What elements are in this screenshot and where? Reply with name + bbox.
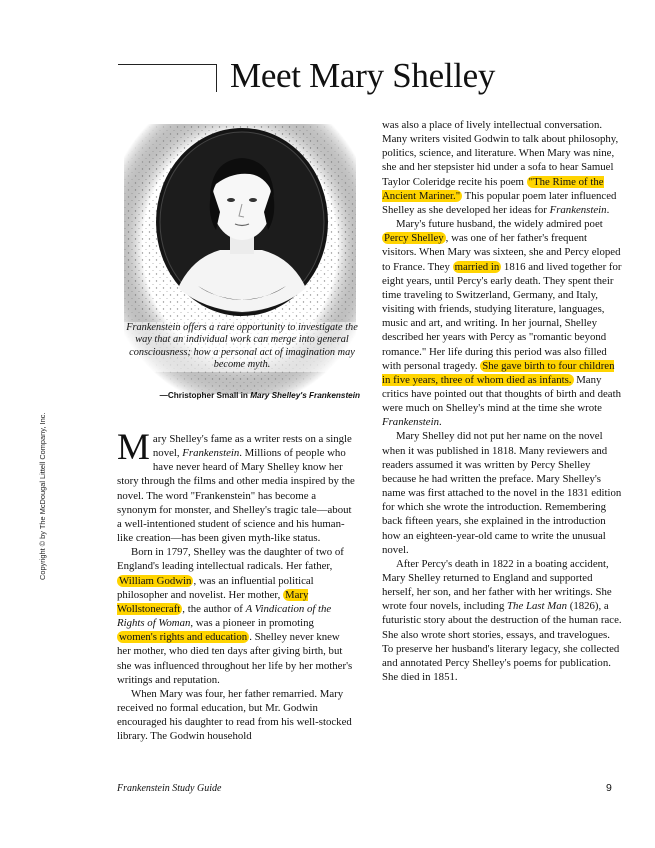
copyright-notice: Copyright © by The McDougal Littell Company, Inc. (38, 412, 47, 580)
left-paragraph-2: Born in 1797, Shelley was the daughter of two of England's leading intellectual radicals. Her father, William Godwin , was an influential political philosopher and novelist. Her mother, Mary Wollstonecraft , the author of A Vindication of the Rights of Woman, was a pioneer in promoting women's rights and education . Shelley never knew her mother, who died ten days after giving birth, but she was influenced throughout her life by her mother's writings and reputation. (117, 546, 353, 686)
title-divider (216, 64, 217, 92)
right-paragraph-4: After Percy's death in 1822 in a boating accident, Mary Shelley returned to England and supported herself, her son, and her father with her writings. She wrote four novels, including The Last Man (1826), a futuristic story about the destruction of the human race. She also wrote short stories, essays, and travelogues. To preserve her husband's literary legacy, she collected and annotated Percy Shelley's poems for publication. She died in 1851. (382, 557, 622, 684)
quote-attribution: —Christopher Small in Mary Shelley's Frankenstein (159, 391, 360, 400)
drop-cap: M (117, 427, 150, 468)
highlight-ancient-mariner: "The Rime of the Ancient Mariner." (382, 175, 604, 202)
right-paragraph-2: Mary's future husband, the widely admired poet Percy Shelley , was one of her father's frequent visitors. When Mary was sixteen, she and Percy eloped to France. They married in 1816 and lived together for eight years, until Percy's early death. They spent their time traveling to Switzerland, Germany, and Italy, visiting with friends, studying literature, languages, music and art, and writing. In her journal, Shelley described her years with Percy as "romantic beyond romance." Her life during this period was also filled with personal tragedy. She gave birth to four children in five years, three of whom died as infants. Many critics have pointed out that thoughts of birth and death were much on Shelley's mind at the time she wrote Frankenstein. (382, 218, 622, 429)
highlight-womens-rights: women's rights and education (119, 631, 248, 644)
highlight-percy-shelley: Percy Shelley (384, 232, 444, 245)
page-number: 9 (606, 782, 612, 794)
highlight-married-in: married in (454, 260, 500, 273)
pull-quote: Frankenstein offers a rare opportunity to investigate the way that an individual work can merge into general consciousness; how a personal act of imagination may become myth. (124, 322, 360, 372)
right-paragraph-1: was also a place of lively intellectual conversation. Many writers visited Godwin to talk about philosophy, politics, science, and literature. When Mary was nine, she and her stepsister hid under a sofa to hear Samuel Taylor Coleridge recite his poem "The Rime of the Ancient Mariner." This popular poem later influenced Shelley as she developed her ideas for Frankenstein. (382, 119, 619, 216)
right-paragraph-3: Mary Shelley did not put her name on the novel when it was published in 1818. Many reviewers and readers assumed it was written by Percy Shelley because he had written the preface. Mary Shelley's name was first attached to the novel in the 1831 edition for which she wrote the introduction. Remembering back fifteen years, she explained in the introduction how an eighteen-year-old came to write the unusual novel. (382, 430, 622, 556)
left-paragraph-1: Mary Shelley's fame as a writer rests on a single novel, Frankenstein. Millions of people who have never heard of Mary Shelley know her story through the films and other media inspired by the novel. The word "Frankenstein" has become a synonym for monster, and Shelley's tragic tale—about a well-intentioned student of science and his human-like creation—has been given myth-like status. (117, 427, 355, 545)
title-rule (118, 64, 216, 65)
highlight-four-children: She gave birth to four children in five years, three of whom died as infants. (382, 359, 615, 386)
left-column (117, 427, 355, 743)
title-block (118, 56, 588, 102)
footer-title: Frankenstein Study Guide (117, 783, 222, 794)
right-column (382, 118, 622, 684)
highlight-mary-wollstonecraft: Mary Wollstonecraft (117, 588, 309, 615)
page-title: Meet Mary Shelley (230, 56, 496, 95)
left-paragraph-3: When Mary was four, her father remarried. Mary received no formal education, but Mr. Godwin encouraged his daughter to read from his well-stocked library. The Godwin household (117, 687, 352, 743)
highlight-william-godwin: William Godwin (119, 574, 192, 587)
